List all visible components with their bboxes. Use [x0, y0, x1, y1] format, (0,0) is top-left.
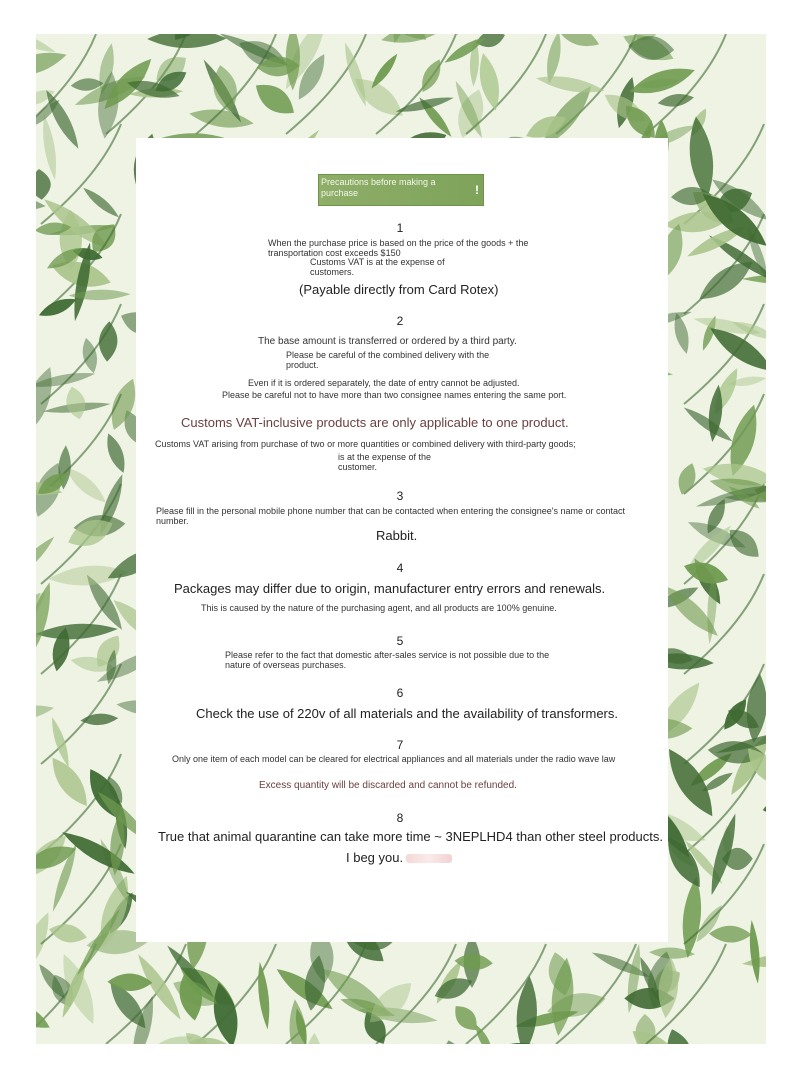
- section-1-line-2: Customs VAT is at the expense of customers.: [310, 257, 445, 278]
- leaf-shape: [679, 876, 705, 959]
- leaf-shape: [36, 363, 60, 439]
- section-number-1: 1: [396, 221, 404, 235]
- section-7-line-2: Excess quantity will be discarded and cannot be refunded.: [259, 780, 517, 791]
- leaf-shape: [63, 384, 89, 421]
- section-6-line-1: Check the use of 220v of all materials and the availability of transformers.: [196, 706, 618, 721]
- section-number-3: 3: [396, 489, 404, 503]
- leaf-shape: [368, 51, 401, 91]
- section-1-line-1: When the purchase price is based on the price of the goods + the transportation cost exceeds $150: [268, 238, 529, 259]
- section-8-line-2-wrapper: [346, 851, 452, 866]
- leaf-shape: [765, 182, 766, 220]
- section-number-8: 8: [396, 811, 404, 825]
- leaf-shape: [48, 716, 73, 769]
- leaf-shape: [760, 786, 766, 821]
- leaf-shape: [454, 953, 493, 972]
- leaf-shape: [440, 1038, 467, 1044]
- section-2-line-5: Customs VAT-inclusive products are only applicable to one product.: [181, 415, 569, 430]
- stem-shape: [376, 34, 456, 134]
- exclamation-icon: !: [475, 183, 479, 197]
- leaf-shape: [80, 184, 122, 221]
- section-2-line-3: Even if it is ordered separately, the date of entry cannot be adjusted.: [248, 378, 520, 388]
- section-7-line-1: Only one item of each model can be cleared for electrical appliances and all materials under the radio wave law: [172, 754, 616, 764]
- section-3-line-1: Please fill in the personal mobile phone number that can be contacted when entering the consignee's name or contact number.: [156, 506, 626, 527]
- section-4-line-2: This is caused by the nature of the purchasing agent, and all products are 100% genuine.: [201, 603, 557, 613]
- blurred-sticker: [406, 854, 452, 863]
- section-8-line-2: I beg you.: [346, 850, 404, 865]
- leaf-shape: [255, 961, 272, 1030]
- leaf-shape: [709, 925, 752, 943]
- leaf-shape: [661, 1026, 697, 1044]
- section-number-2: 2: [396, 314, 404, 328]
- section-number-5: 5: [396, 634, 404, 648]
- section-2-line-1: The base amount is transferred or ordered by a third party.: [258, 336, 517, 347]
- title-text: Precautions before making a purchase: [321, 177, 436, 199]
- section-number-4: 4: [396, 561, 404, 575]
- leaf-shape: [36, 621, 118, 641]
- leaf-shape: [47, 921, 89, 947]
- leaf-shape: [102, 431, 130, 475]
- section-2-line-2: Please be careful of the combined delivery with the product.: [286, 350, 490, 371]
- leaf-shape: [747, 920, 762, 985]
- title-banner: [318, 174, 484, 206]
- section-2-line-6: Customs VAT arising from purchase of two or more quantities or combined delivery with third-party goods;: [155, 439, 576, 449]
- section-1-line-3: (Payable directly from Card Rotex): [299, 282, 499, 297]
- section-5-line-1: Please refer to the fact that domestic after-sales service is not possible due to the nature of overseas purchases.: [225, 650, 550, 671]
- section-8-line-1: True that animal quarantine can take more time ~ 3NEPLHD4 than other steel products.: [158, 829, 663, 844]
- section-number-7: 7: [396, 738, 404, 752]
- leaf-shape: [36, 294, 78, 321]
- section-3-line-2: Rabbit.: [376, 528, 418, 543]
- leaf-shape: [188, 105, 255, 132]
- leaf-shape: [395, 93, 455, 115]
- section-2-line-7: is at the expense of the customer.: [338, 452, 432, 473]
- leaf-shape: [39, 114, 60, 181]
- leaf-shape: [44, 752, 95, 812]
- leaf-shape: [514, 975, 539, 1044]
- section-4-line-1: Packages may differ due to origin, manufacturer entry errors and renewals.: [174, 581, 606, 596]
- leaf-shape: [304, 1033, 323, 1044]
- section-2-line-4: Please be careful not to have more than two consignee names entering the same port.: [222, 390, 567, 400]
- section-number-6: 6: [396, 686, 404, 700]
- leaf-shape: [147, 34, 227, 48]
- leaf-shape: [681, 403, 735, 445]
- leaf-shape: [535, 72, 606, 98]
- leaf-shape: [36, 168, 52, 201]
- leaf-shape: [80, 712, 119, 726]
- leaf-shape: [79, 336, 100, 374]
- leaf-shape: [36, 998, 54, 1035]
